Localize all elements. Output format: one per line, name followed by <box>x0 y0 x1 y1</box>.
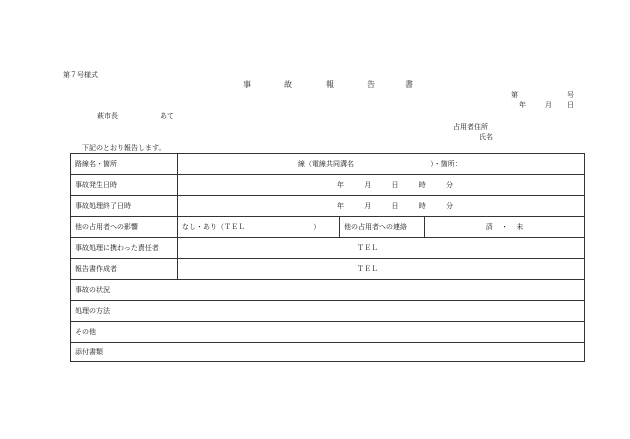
route-label: 路線名・箇所 <box>71 154 178 175</box>
contact-label: 他の占用者への連絡 <box>340 217 425 238</box>
date-year-label: 年 <box>519 101 526 109</box>
row-route <box>71 154 585 175</box>
row-impact <box>71 217 585 238</box>
other-label[interactable]: その他 <box>71 322 585 343</box>
intro-text: 下記のとおり報告します。 <box>82 144 166 152</box>
applicant-address-label: 占用者住所 <box>453 123 488 131</box>
completion-month: 月 <box>364 202 372 210</box>
title-char-1: 事 <box>243 80 251 89</box>
occurrence-day: 日 <box>391 181 399 189</box>
author-tel: ＴＥＬ <box>357 265 378 273</box>
title-char-3: 報 <box>326 80 334 89</box>
impact-value-a: なし・あり（ＴＥＬ <box>182 223 245 231</box>
contact-done: 済 <box>485 223 493 231</box>
form-number: 第７号様式 <box>63 71 98 79</box>
contact-value[interactable] <box>425 217 585 238</box>
occurrence-value[interactable] <box>178 175 585 196</box>
impact-value-b: ） <box>313 223 321 231</box>
completion-value[interactable] <box>178 196 585 217</box>
responsible-value[interactable] <box>178 238 585 259</box>
completion-minute: 分 <box>445 202 453 210</box>
responsible-label: 事故処理に携わった責任者 <box>71 238 178 259</box>
doc-number-prefix: 第 <box>511 91 518 99</box>
occurrence-hour: 時 <box>418 181 426 189</box>
row-responsible <box>71 238 585 259</box>
recipient-suffix: あて <box>160 112 174 120</box>
row-attachments <box>71 343 585 362</box>
contact-pending: 未 <box>516 223 524 231</box>
occurrence-year: 年 <box>337 181 344 189</box>
report-table <box>70 153 585 362</box>
row-author <box>71 259 585 280</box>
responsible-tel: ＴＥＬ <box>357 244 378 252</box>
impact-value[interactable] <box>178 217 340 238</box>
title-char-5: 書 <box>405 80 413 89</box>
date-day-label: 日 <box>567 101 574 109</box>
row-other <box>71 322 585 343</box>
method-label[interactable]: 処理の方法 <box>71 301 585 322</box>
applicant-name-label: 氏名 <box>479 133 493 141</box>
row-method <box>71 301 585 322</box>
attachments-label[interactable]: 添付書類 <box>71 343 585 362</box>
completion-hour: 時 <box>418 202 426 210</box>
completion-day: 日 <box>391 202 399 210</box>
document-title <box>0 79 630 91</box>
doc-number-suffix: 号 <box>567 91 574 99</box>
occurrence-label: 事故発生日時 <box>71 175 178 196</box>
route-value[interactable] <box>178 154 585 175</box>
recipient-name: 萩市長 <box>97 112 118 120</box>
title-char-2: 故 <box>284 80 292 89</box>
title-char-4: 告 <box>367 80 375 89</box>
row-situation <box>71 280 585 301</box>
contact-sep: ・ <box>501 223 508 231</box>
impact-label: 他の占用者への影響 <box>71 217 178 238</box>
row-completion <box>71 196 585 217</box>
completion-year: 年 <box>337 202 344 210</box>
occurrence-month: 月 <box>364 181 372 189</box>
route-value-a: 線（電線共同溝名 <box>298 160 354 168</box>
author-label: 報告書作成者 <box>71 259 178 280</box>
row-occurrence <box>71 175 585 196</box>
date-month-label: 月 <box>545 101 552 109</box>
author-value[interactable] <box>178 259 585 280</box>
situation-label[interactable]: 事故の状況 <box>71 280 585 301</box>
route-value-b: ）・箇所： <box>430 160 462 168</box>
completion-label: 事故処理終了日時 <box>71 196 178 217</box>
occurrence-minute: 分 <box>445 181 453 189</box>
